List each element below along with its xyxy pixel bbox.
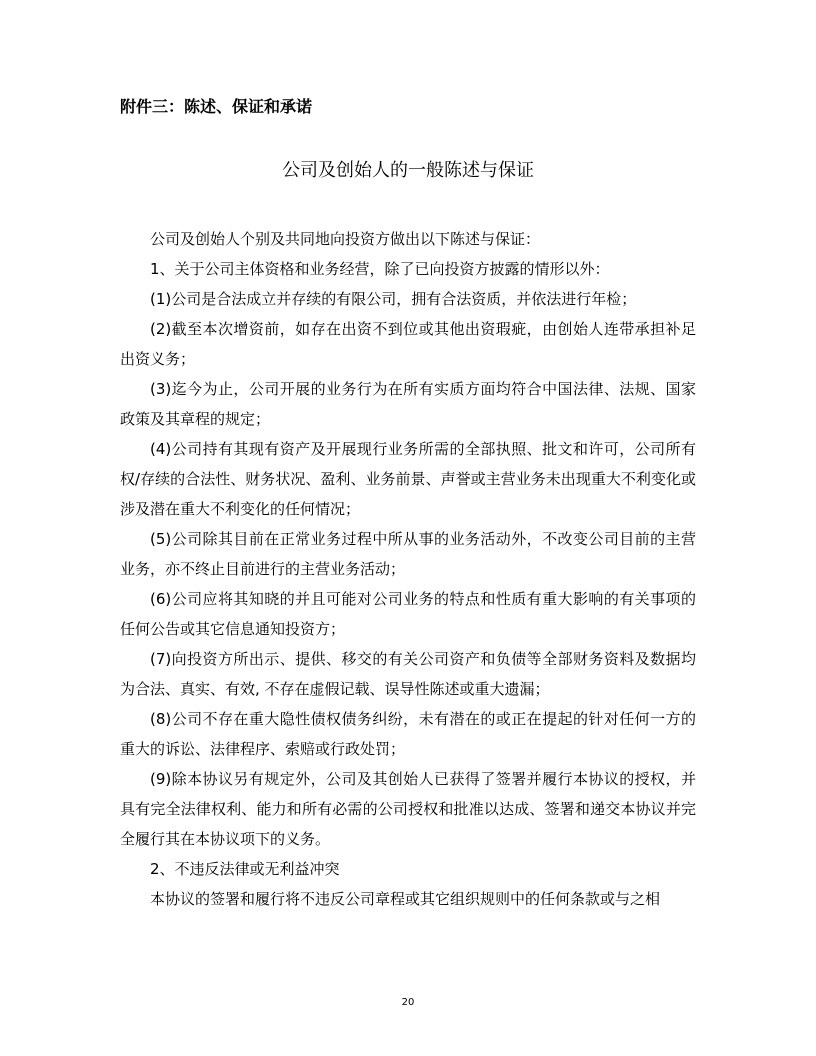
clause-1-heading: 1、关于公司主体资格和业务经营，除了已向投资方披露的情形以外： [150, 260, 610, 278]
clause-1-item-4: (4)公司持有其现有资产及开展现行业务所需的全部执照、批文和许可，公司所有权/存续的合法性、财务状况、盈利、业务前景、声誉或主营业务未出现重大不利变化或涉及潜在重大不利变化的任何情况； [120, 440, 696, 518]
clause-2-text: 本协议的签署和履行将不违反公司章程或其它组织规则中的任何条款或与之相 [150, 890, 661, 908]
appendix-heading: 附件三：陈述、保证和承诺 [120, 97, 313, 116]
page-number: 20 [401, 997, 415, 1008]
section-title: 公司及创始人的一般陈述与保证 [282, 160, 534, 181]
clause-1-item-1: (1)公司是合法成立并存续的有限公司，拥有合法资质，并依法进行年检； [150, 290, 637, 308]
clause-1-item-7: (7)向投资方所出示、提供、移交的有关公司资产和负债等全部财务资料及数据均为合法、真实、有效, 不存在虚假记载、误导性陈述或重大遗漏； [120, 650, 696, 698]
clause-2-heading: 2、不违反法律或无利益冲突 [150, 860, 340, 878]
clause-1-item-6: (6)公司应将其知晓的并且可能对公司业务的特点和性质有重大影响的有关事项的任何公告或其它信息通知投资方； [120, 590, 696, 638]
clause-1-item-2: (2)截至本次增资前，如存在出资不到位或其他出资瑕疵，由创始人连带承担补足出资义务； [120, 320, 696, 368]
clause-1-item-9: (9)除本协议另有规定外，公司及其创始人已获得了签署并履行本协议的授权，并具有完全法律权利、能力和所有必需的公司授权和批准以达成、签署和递交本协议并完全履行其在本协议项下的义务。 [120, 770, 696, 848]
clause-1-item-8: (8)公司不存在重大隐性债权债务纠纷，未有潜在的或正在提起的针对任何一方的重大的诉讼、法律程序、索赔或行政处罚； [120, 710, 696, 758]
intro-paragraph: 公司及创始人个别及共同地向投资方做出以下陈述与保证： [150, 230, 541, 248]
clause-1-item-5: (5)公司除其目前在正常业务过程中所从事的业务活动外，不改变公司目前的主营业务，亦不终止目前进行的主营业务活动； [120, 530, 696, 578]
body-text [120, 224, 696, 914]
clause-1-item-3: (3)迄今为止，公司开展的业务行为在所有实质方面均符合中国法律、法规、国家政策及其章程的规定； [120, 380, 696, 428]
